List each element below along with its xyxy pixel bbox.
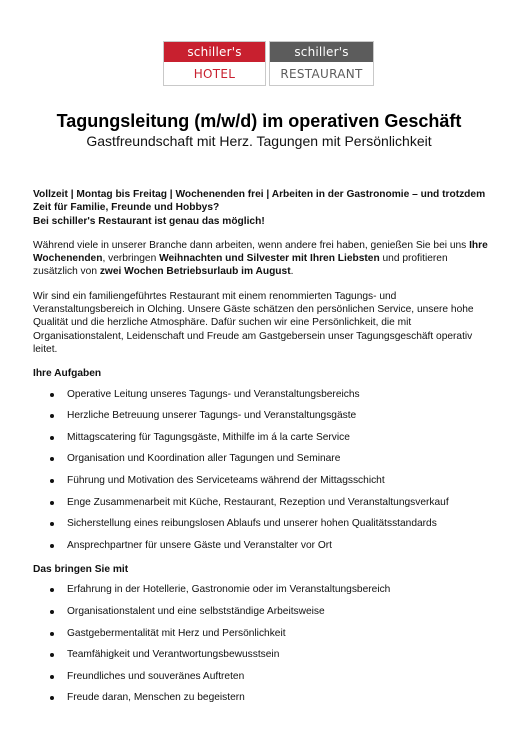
tasks-list — [33, 388, 491, 552]
text: . — [290, 266, 294, 278]
list-item: Enge Zusammenarbeit mit Küche, Restaurant, Rezeption und Veranstaltungsverkauf — [67, 496, 491, 509]
intro — [33, 188, 491, 228]
logo-hotel-top: schiller's — [164, 42, 265, 62]
list-item: Sicherstellung eines reibungslosen Ablaufs und unserer hohen Qualitätsstandards — [67, 517, 491, 530]
intro-line-1: Vollzeit | Montag bis Freitag | Wochenenden frei | Arbeiten in der Gastronomie – und trotzdem Zeit für Familie, Freunde und Hobbys? — [33, 189, 486, 214]
text: und profitieren zusätzlich von — [33, 253, 448, 278]
text: , verbringen — [102, 253, 160, 265]
list-item: Ansprechpartner für unsere Gäste und Veranstalter vor Ort — [67, 539, 491, 552]
list-item: Gastgebermentalität mit Herz und Persönlichkeit — [67, 627, 491, 640]
logo-restaurant — [269, 41, 374, 86]
logo-hotel — [163, 41, 266, 86]
list-item: Erfahrung in der Hotellerie, Gastronomie oder im Veranstaltungsbereich — [67, 583, 491, 596]
list-item: Führung und Motivation des Serviceteams während der Mittagsschicht — [67, 474, 491, 487]
intro-line-2: Bei schiller's Restaurant ist genau das möglich! — [33, 215, 265, 227]
text: Während viele in unserer Branche dann arbeiten, wenn andere frei haben, genießen Sie bei uns — [33, 239, 470, 251]
paragraph-company: Wir sind ein familiengeführtes Restaurant mit einem renommierten Tagungs- und Veranstaltungsbereich in Olching. Unsere Gäste schätzen den persönlichen Service, unsere hohe Qualität und die herzliche Atmosphäre. Dafür suchen wir eine Persönlichkeit, die mit Organisationstalent, Leidenschaft und Freude am Gastgebersein unser Tagungsgeschäft operativ leitet. — [33, 290, 474, 355]
list-item: Organisation und Koordination aller Tagungen und Seminare — [67, 452, 491, 465]
bold-text: Ihre Wochenenden — [33, 239, 488, 265]
job-content — [33, 188, 491, 716]
profile-list — [33, 583, 491, 704]
profile-heading: Das bringen Sie mit — [33, 564, 129, 576]
logo — [163, 41, 374, 86]
paragraph-benefits — [33, 239, 491, 279]
list-item: Organisationstalent und eine selbstständige Arbeitsweise — [67, 605, 491, 618]
logo-hotel-bottom: HOTEL — [164, 62, 265, 85]
tasks-heading: Ihre Aufgaben — [33, 368, 102, 380]
list-item: Freundliches und souveränes Auftreten — [67, 670, 491, 683]
page-title: Tagungsleitung (m/w/d) im operativen Geschäft — [56, 111, 462, 131]
bold-text: zwei Wochen Betriebsurlaub im August — [99, 266, 291, 278]
page-subtitle: Gastfreundschaft mit Herz. Tagungen mit Persönlichkeit — [86, 133, 432, 149]
list-item: Teamfähigkeit und Verantwortungsbewusstsein — [67, 648, 491, 661]
logo-restaurant-top: schiller's — [270, 42, 373, 62]
bold-text: Weihnachten und Silvester mit Ihren Liebsten — [159, 253, 380, 265]
list-item: Freude daran, Menschen zu begeistern — [67, 691, 491, 704]
list-item: Mittagscatering für Tagungsgäste, Mithilfe im á la carte Service — [67, 431, 491, 444]
list-item: Herzliche Betreuung unserer Tagungs- und Veranstaltungsgäste — [67, 409, 491, 422]
logo-restaurant-bottom: RESTAURANT — [270, 62, 373, 85]
list-item: Operative Leitung unseres Tagungs- und Veranstaltungsbereichs — [67, 388, 491, 401]
